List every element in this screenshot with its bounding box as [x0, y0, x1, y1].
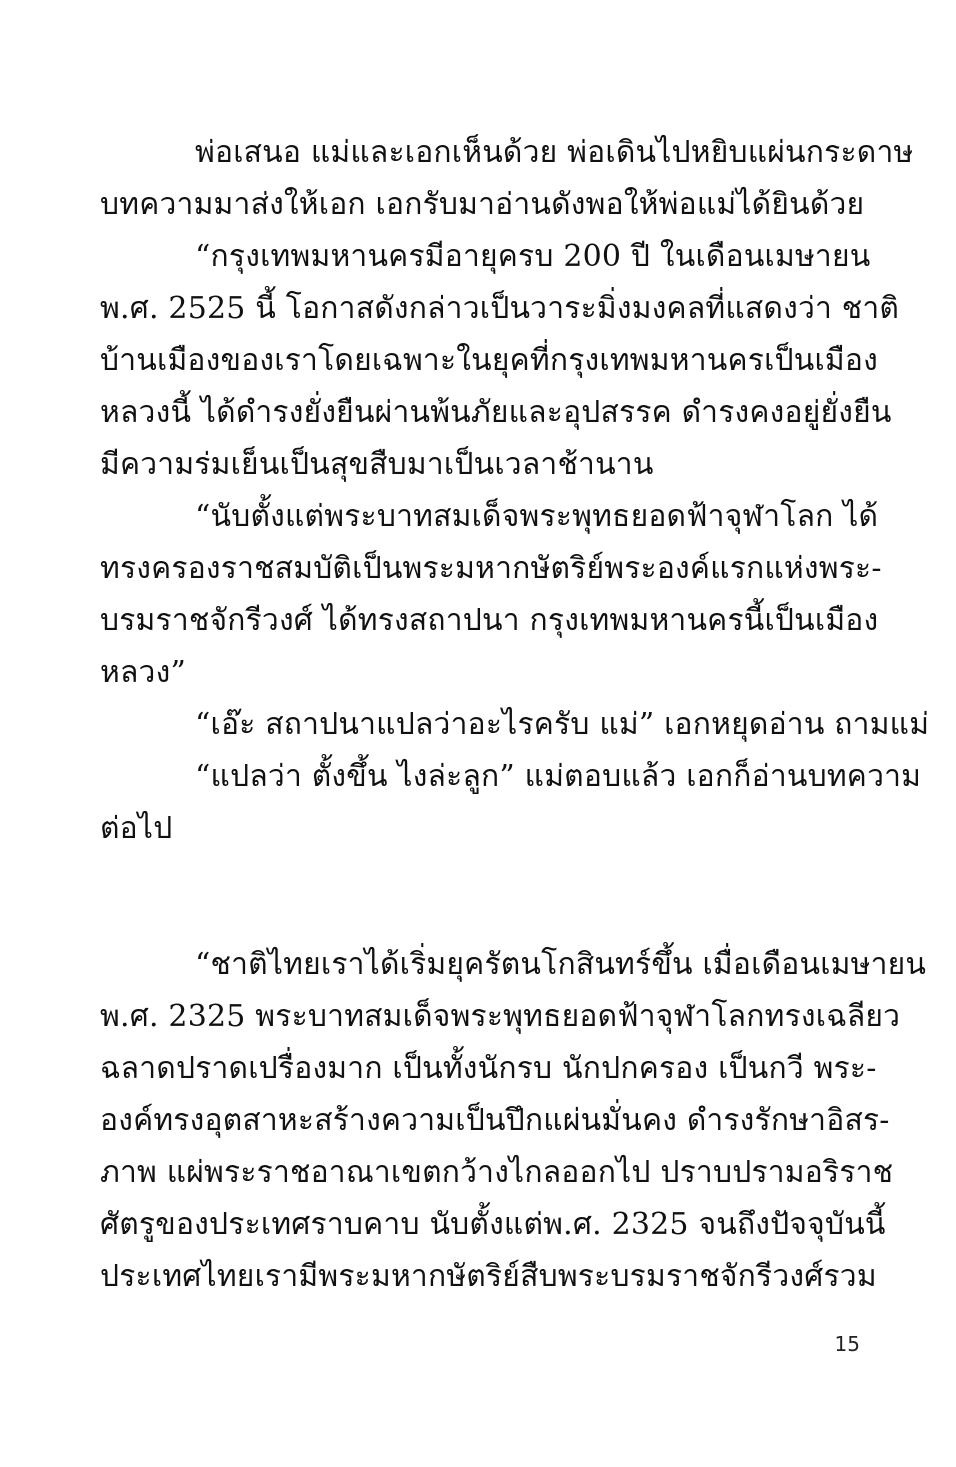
paragraph-line: พ่อเสนอ แม่และเอกเห็นด้วย พ่อเดินไปหยิบแผ่นกระดาษ — [195, 135, 914, 170]
paragraph-line: “นับตั้งแต่พระบาทสมเด็จพระพุทธยอดฟ้าจุฬาโลก ได้ — [195, 499, 879, 534]
paragraph-line: หลวงนี้ ได้ดำรงยั่งยืนผ่านพ้นภัยและอุปสรรค ดำรงคงอยู่ยั่งยืน — [100, 395, 892, 430]
paragraph-line: ศัตรูของประเทศราบคาบ นับตั้งแต่พ.ศ. 2325 จนถึงปัจจุบันนี้ — [100, 1207, 886, 1242]
paragraph-line: “ชาติไทยเราได้เริ่มยุครัตนโกสินทร์ขึ้น เมื่อเดือนเมษายน — [195, 947, 927, 982]
paragraph-line: บ้านเมืองของเราโดยเฉพาะในยุคที่กรุงเทพมหานครเป็นเมือง — [100, 343, 878, 378]
paragraph-line: ต่อไป — [100, 811, 173, 846]
paragraph-line: องค์ทรงอุตสาหะสร้างความเป็นปึกแผ่นมั่นคง ดำรงรักษาอิสร- — [100, 1103, 890, 1138]
paragraph-line: ประเทศไทยเรามีพระมหากษัตริย์สืบพระบรมราชจักรีวงศ์รวม — [100, 1259, 877, 1294]
paragraph-line: มีความร่มเย็นเป็นสุขสืบมาเป็นเวลาช้านาน — [100, 447, 654, 482]
paragraph-line: ภาพ แผ่พระราชอาณาเขตกว้างไกลออกไป ปราบปรามอริราช — [100, 1155, 894, 1190]
paragraph-line: “แปลว่า ตั้งขึ้น ไงล่ะลูก” แม่ตอบแล้ว เอกก็อ่านบทความ — [195, 759, 922, 794]
paragraph-line: “กรุงเทพมหานครมีอายุครบ 200 ปี ในเดือนเมษายน — [195, 239, 871, 274]
paragraph-line: บทความมาส่งให้เอก เอกรับมาอ่านดังพอให้พ่อแม่ได้ยินด้วย — [100, 187, 865, 222]
paragraph-line: ฉลาดปราดเปรื่องมาก เป็นทั้งนักรบ นักปกครอง เป็นกวี พระ- — [100, 1051, 877, 1086]
paragraph-line: พ.ศ. 2325 พระบาทสมเด็จพระพุทธยอดฟ้าจุฬาโลกทรงเฉลียว — [100, 999, 901, 1034]
paragraph-line: พ.ศ. 2525 นี้ โอกาสดังกล่าวเป็นวาระมิ่งมงคลที่แสดงว่า ชาติ — [100, 291, 900, 326]
paragraph-line: บรมราชจักรีวงศ์ ได้ทรงสถาปนา กรุงเทพมหานครนี้เป็นเมือง — [100, 603, 879, 638]
page-number: 15 — [834, 1332, 860, 1356]
paragraph-line: หลวง” — [100, 655, 186, 690]
paragraph-line: “เอ๊ะ สถาปนาแปลว่าอะไรครับ แม่” เอกหยุดอ่าน ถามแม่ — [195, 707, 930, 742]
paragraph-line: ทรงครองราชสมบัติเป็นพระมหากษัตริย์พระองค์แรกแห่งพระ- — [100, 551, 882, 586]
